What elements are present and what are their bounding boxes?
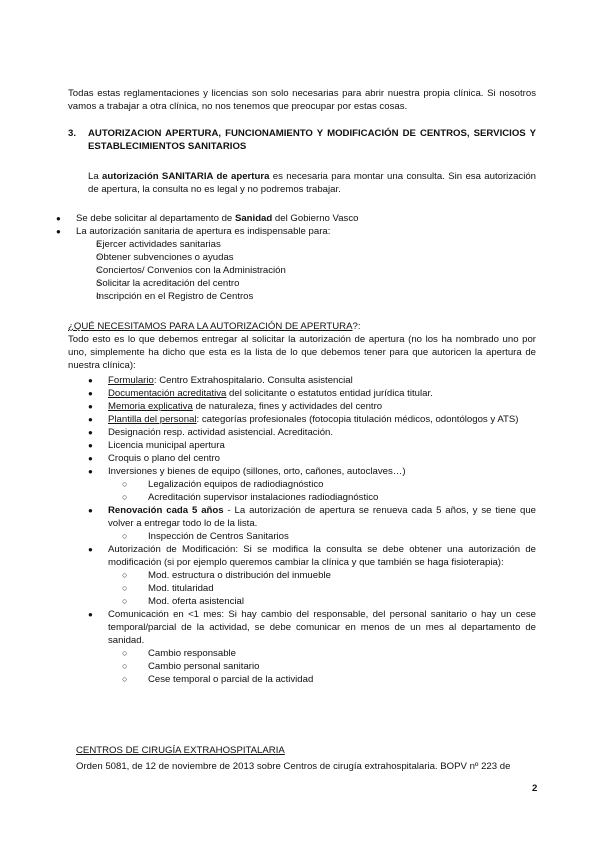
section-3-paragraph: La autorización SANITARIA de apertura es necesaria para montar una consulta. Sin esa autorización de apertura, la consulta no es legal y no podremos trabajar. — [88, 171, 537, 195]
req-designacion: ● Designación resp. actividad asistencial. Acreditación. — [88, 426, 536, 439]
req-comunicacion: ● Comunicación en <1 mes: Si hay cambio del responsable, del personal sanitario o hay un cese temporal/parcial de la actividad, se debe comunicar en menos de un mes al departamento de sanidad. ○ Cambio responsable ○ Cambio personal sanitario ○ Cese temporal o parcial de la actividad — [88, 608, 536, 686]
req-formulario: ● Formulario: Centro Extrahospitalario. Consulta asistencial — [88, 374, 536, 387]
req-licencia: ● Licencia municipal apertura — [88, 439, 536, 452]
inversiones-item: ○ Acreditación supervisor instalaciones radiodiagnóstico — [122, 491, 536, 504]
modificacion-item: ○ Mod. titularidad — [122, 582, 536, 595]
indispensable-item: ○ Inscripción en el Registro de Centros — [96, 290, 536, 303]
question-paragraph: Todo esto es lo que debemos entregar al solicitar la autorización de apertura (no los ha nombrado uno por uno, simplemente ha dicho que esta es la lista de lo que debemos tener para que autoricen la apertura de nuestra clínica): — [68, 334, 536, 371]
inversiones-item: ○ Legalización equipos de radiodiagnóstico — [122, 478, 536, 491]
req-inversiones: ● Inversiones y bienes de equipo (sillones, orto, cañones, autoclaves…) ○ Legalización equipos de radiodiagnóstico ○ Acreditación supervisor instalaciones radiodiagnóstico — [88, 465, 536, 504]
autorizacion-term: autorización SANITARIA de apertura — [102, 171, 270, 182]
indispensable-item: ○ Ejercer actividades sanitarias — [96, 238, 536, 251]
indispensable-item: ○ Conciertos/ Convenios con la Administración — [96, 264, 536, 277]
indispensable-item: ○ Solicitar la acreditación del centro — [96, 277, 536, 290]
req-documentacion: ● Documentación acreditativa del solicitante o estatutos entidad jurídica titular. — [88, 387, 536, 400]
comunicacion-item: ○ Cese temporal o parcial de la actividad — [122, 673, 536, 686]
req-modificacion: ● Autorización de Modificación: Si se modifica la consulta se debe obtener una autorización de modificación (si por ejemplo queremos cambiar la clínica y que también se haga fisioterapia): ○ Mod. estructura o distribución del inmueble ○ Mod. titularidad ○ Mod. oferta asistencial — [88, 543, 536, 608]
indispensable-item: ○ Obtener subvenciones o ayudas — [96, 251, 536, 264]
question-heading: ¿QUÉ NECESITAMOS PARA LA AUTORIZACIÓN DE APERTURA?: — [68, 321, 361, 332]
bullet-sanidad: ● Se debe solicitar al departamento de Sanidad del Gobierno Vasco — [56, 212, 536, 225]
req-memoria: ● Memoria explicativa de naturaleza, fines y actividades del centro — [88, 400, 536, 413]
requirements-list — [88, 374, 536, 686]
comunicacion-item: ○ Cambio personal sanitario — [122, 660, 536, 673]
section-3-bullets — [56, 212, 536, 303]
section-number: 3. — [68, 128, 77, 139]
req-renovacion: ● Renovación cada 5 años - La autorización de apertura se renueva cada 5 años, y se tiene que volver a entregar todo lo de la lista. ○ Inspección de Centros Sanitarios — [88, 504, 536, 543]
question-title: ¿QUÉ NECESITAMOS PARA LA AUTORIZACIÓN DE APERTURA — [68, 321, 353, 332]
comunicacion-item: ○ Cambio responsable — [122, 647, 536, 660]
bullet-indispensable: ● La autorización sanitaria de apertura es indispensable para: — [56, 225, 536, 238]
req-plantilla: ● Plantilla del personal: categorías profesionales (fotocopia titulación médicos, odontólogos y ATS) — [88, 413, 536, 426]
renovacion-item: ○ Inspección de Centros Sanitarios — [122, 530, 536, 543]
centros-orden-line: Orden 5081, de 12 de noviembre de 2013 sobre Centros de cirugía extrahospitalaria. BOPV nº 223 de — [76, 761, 511, 772]
req-croquis: ● Croquis o plano del centro — [88, 452, 536, 465]
page-number: 2 — [532, 783, 538, 794]
section-3-heading — [68, 127, 536, 153]
indispensable-sublist — [96, 238, 536, 303]
centros-heading: CENTROS DE CIRUGÍA EXTRAHOSPITALARIA — [76, 745, 285, 756]
intro-paragraph: Todas estas reglamentaciones y licencias son solo necesarias para abrir nuestra propia clínica. Si nosotros vamos a trabajar a otra clínica, no nos tenemos que preocupar por estas cosas. — [68, 88, 536, 112]
section-title: AUTORIZACION APERTURA, FUNCIONAMIENTO Y MODIFICACIÓN DE CENTROS, SERVICIOS Y ESTABLECIMIENTOS SANITARIOS — [88, 128, 536, 152]
modificacion-item: ○ Mod. estructura o distribución del inmueble — [122, 569, 536, 582]
modificacion-item: ○ Mod. oferta asistencial — [122, 595, 536, 608]
